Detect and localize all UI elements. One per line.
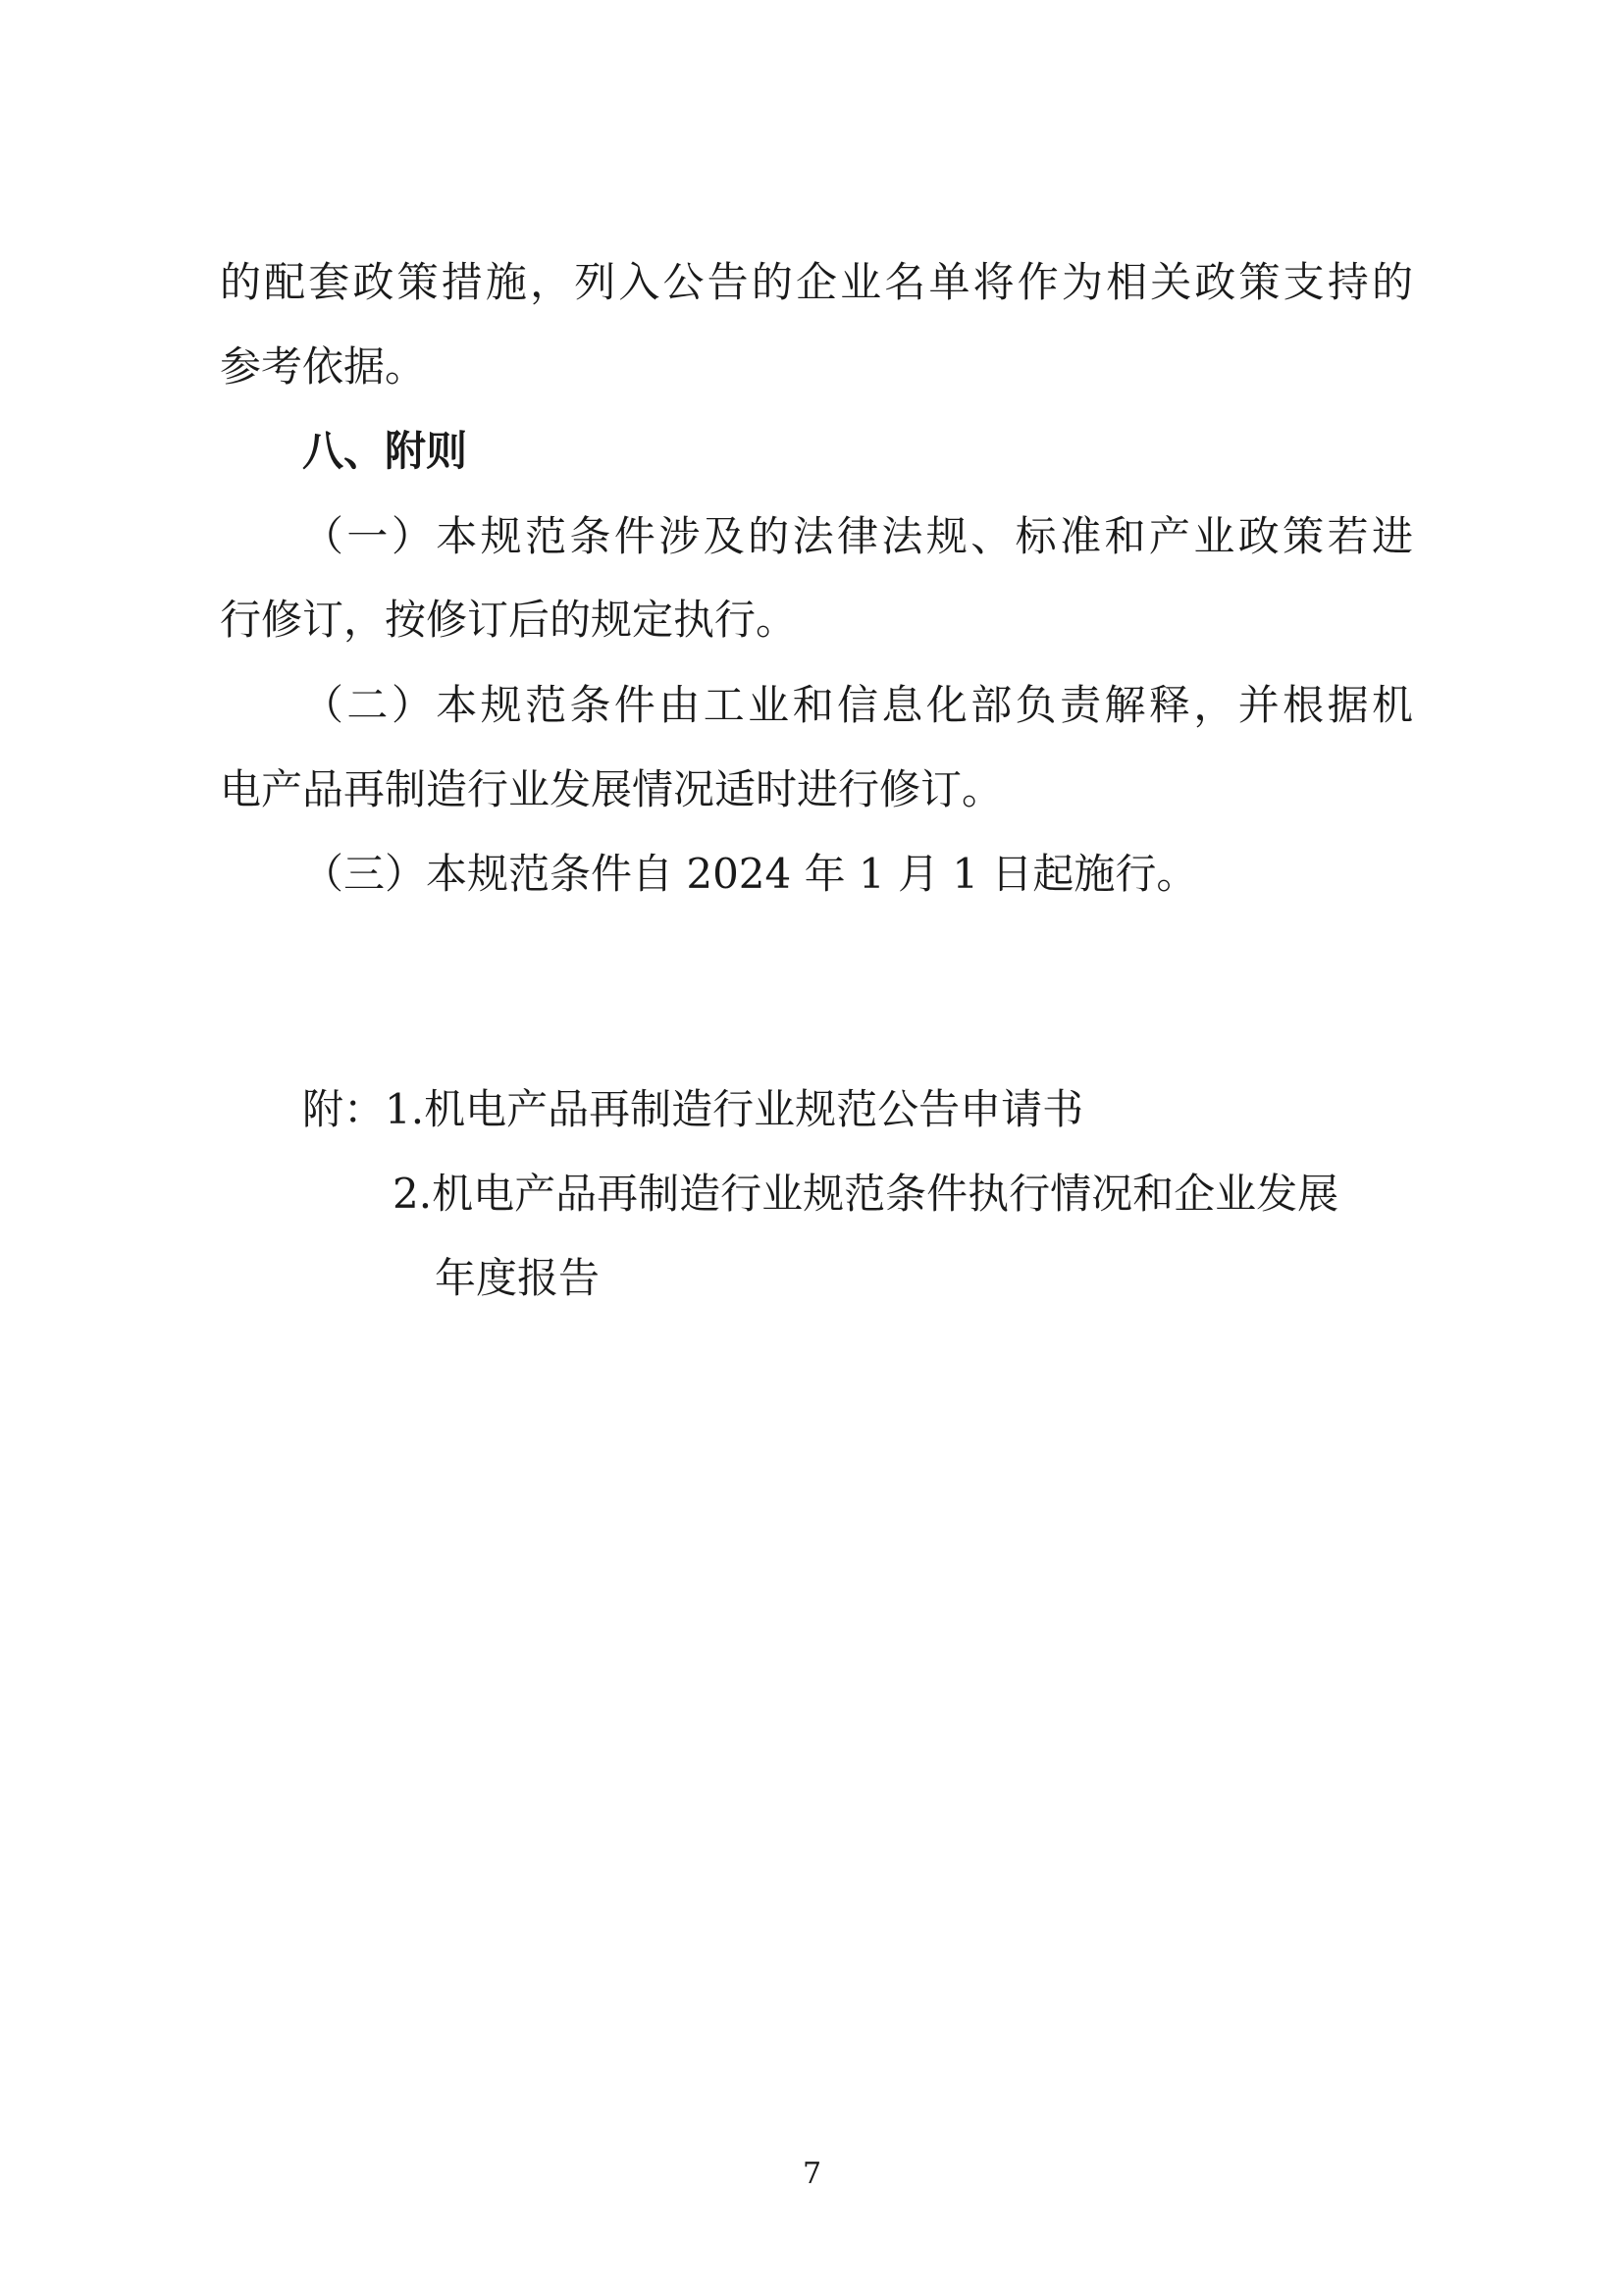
clause-1-line: 行修订，按修订后的规定执行。 xyxy=(220,596,798,644)
attachment-item-1: 附：1.机电产品再制造行业规范公告申请书 xyxy=(302,1085,1084,1133)
body-paragraph-line: 的配套政策措施，列入公告的企业名单将作为相关政策支持的 xyxy=(220,258,1413,306)
section-heading: 八、附则 xyxy=(302,427,468,475)
attachment-item-2: 2.机电产品再制造行业规范条件执行情况和企业发展 xyxy=(393,1170,1339,1218)
clause-1-line: （一）本规范条件涉及的法律法规、标准和产业政策若进 xyxy=(302,512,1413,560)
clause-2-line: （二）本规范条件由工业和信息化部负责解释，并根据机 xyxy=(302,681,1413,729)
attachment-item-2-continuation: 年度报告 xyxy=(435,1254,601,1302)
body-paragraph-line: 参考依据。 xyxy=(220,342,427,391)
page-number: 7 xyxy=(802,2157,822,2191)
clause-3-line: （三）本规范条件自 2024 年 1 月 1 日起施行。 xyxy=(302,850,1198,898)
clause-2-line: 电产品再制造行业发展情况适时进行修订。 xyxy=(220,765,1004,813)
